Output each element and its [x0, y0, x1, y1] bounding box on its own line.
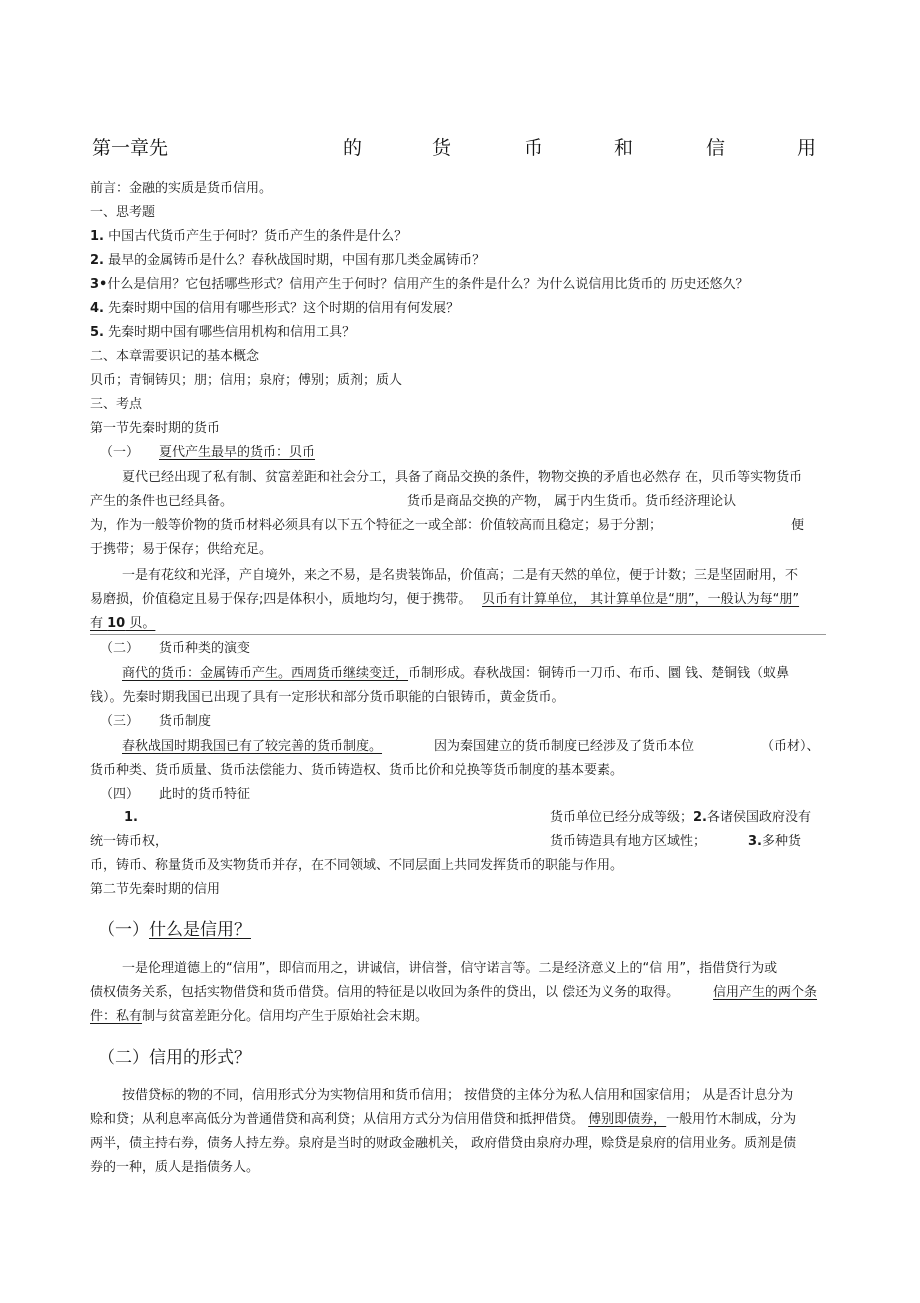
subsection-1-number: （一）: [100, 445, 140, 460]
preface: 前言：金融的实质是货币信用。: [90, 181, 273, 196]
feature-1-text: [550, 811, 811, 824]
paragraph-4-line-1c: （币材）、: [761, 739, 820, 754]
question-1-text: 中国古代货币产生于何时？货币产生的条件是什么？: [108, 229, 408, 244]
paragraph-7-line-1: 按借贷标的物的不同，信用形式分为实物信用和货币信用； 按借贷的主体分为私人信用和国家信用； 从是否计息分为: [122, 1088, 794, 1103]
paragraph-7-line-4: 券的一种，质人是指债务人。: [90, 1160, 260, 1175]
question-5-text: 先秦时期中国有哪些信用机构和信用工具？: [108, 325, 356, 340]
paragraph-2-line-2b: 贝币有计算单位， 其计算单位是“朋”，一般认为每“朋”: [482, 592, 800, 607]
paragraph-6-line-3: [90, 1010, 428, 1023]
feature-1-label: 货币单位已经分成等级；: [550, 810, 694, 825]
paragraph-2-line-3-pre: 有: [90, 616, 108, 631]
feature-2-text-end: 统一铸币权，: [90, 834, 169, 849]
paragraph-1-line-2b: 货币是商品交换的产物， 属于内生货币。货币经济理论认: [407, 494, 737, 509]
paragraph-2-line-3: [90, 617, 155, 630]
section-2-heading: 二、本章需要识记的基本概念: [90, 349, 260, 364]
section-3-heading: 三、考点: [90, 397, 143, 412]
paragraph-4-underlined: 春秋战国时期我国已有了较完善的货币制度。: [122, 739, 383, 754]
paragraph-3-underlined-2: 西周货币继续变迁，: [291, 666, 409, 681]
paragraph-6-line-1: 一是伦理道德上的“信用”，即信而用之，讲诚信，讲信誉，信守诺言等。二是经济意义上的“信 用”，指借贷行为或: [122, 961, 778, 976]
paragraph-2-line-3-post: 贝。: [125, 616, 156, 631]
subsection-2-number: （二）: [100, 641, 140, 656]
paragraph-3-rest: 币制形成。春秋战国：铜铸币一刀币、布币、圜 钱、楚铜钱（蚁鼻: [408, 666, 790, 681]
paragraph-4-line-1b: 因为秦国建立的货币制度已经涉及了货币本位: [434, 739, 695, 754]
paragraph-3-line-2: 钱）。先秦时期我国已出现了具有一定形状和部分货币职能的白银铸币，黄金货币。: [90, 690, 565, 705]
paragraph-2-line-1: 一是有花纹和光泽，产自境外，来之不易，是名贵装饰品，价值高；二是有天然的单位，便于计数；三是坚固耐用，不: [122, 568, 799, 583]
paragraph-7-underlined: 傅别即债券，: [588, 1112, 667, 1127]
question-4-text: 先秦时期中国的信用有哪些形式？这个时期的信用有何发展？: [108, 301, 460, 316]
paragraph-1-line-4: 于携带；易于保存；供给充足。: [90, 542, 273, 557]
question-3-text: 什么是信用？它包括哪些形式？信用产生于何时？信用产生的条件是什么？为什么说信用比货币的 历史还悠久？: [107, 277, 749, 292]
subsection-4-number: （四）: [100, 787, 140, 802]
credit-heading-1-text: 什么是信用？: [149, 920, 251, 940]
paragraph-1-line-2a: 产生的条件也已经具备。: [90, 494, 234, 509]
subsection-4-title: 此时的货币特征: [159, 787, 251, 802]
paragraph-1-line-1: 夏代已经出现了私有制、贫富差距和社会分工，具备了商品交换的条件，物物交换的矛盾也必然存 在，贝币等实物货币: [122, 470, 803, 485]
feature-2-text-start: 各诸侯国政府没有: [707, 810, 812, 825]
section-1-heading: 一、思考题: [90, 205, 156, 220]
paragraph-6-underlined: 件：私有: [90, 1009, 143, 1024]
subsection-1-title: 夏代产生最早的货币：贝币: [159, 445, 316, 460]
paragraph-1-line-3a: 为，作为一般等价物的货币材料必须具有以下五个特征之一或全部：价值较高而且稳定；易于分割；: [90, 518, 663, 533]
paragraph-2-line-2a: 易磨损，价值稳定且易于保存;四是体积小，质地均匀，便于携带。: [90, 592, 472, 607]
paragraph-2-line-3-num: 10: [107, 616, 126, 631]
feature-1-number: 1.: [124, 810, 138, 825]
paragraph-6-line-2b: 信用产生的两个条: [713, 985, 818, 1000]
question-2: [90, 254, 485, 267]
subsection-3-title: 货币制度: [159, 714, 212, 729]
feature-2-detail: 货币铸造具有地方区域性；: [550, 834, 707, 849]
paragraph-6-rest: 制与贫富差距分化。信用均产生于原始社会末期。: [142, 1009, 429, 1024]
part-2-title: 第二节先秦时期的信用: [90, 882, 221, 897]
feature-3-text-start: 多种货: [761, 834, 801, 849]
paragraph-7-line-2-text: 赊和贷；从利息率高低分为普通借贷和高利贷；从信用方式分为信用借贷和抵押借贷。: [90, 1112, 585, 1127]
paragraph-6-line-2a: 债权债务关系，包括实物借贷和货币借贷。信用的特征是以收回为条件的贷出，以 偿还为义务的取得。: [90, 985, 680, 1000]
title-part-6: 信: [706, 137, 726, 159]
paragraph-7-line-2: [90, 1113, 796, 1126]
question-4-number: 4.: [90, 301, 104, 316]
paragraph-7-line-3: 两半，债主持右券，债务人持左券。泉府是当时的财政金融机关， 政府借贷由泉府办理，赊贷是泉府的信用业务。质剂是债: [90, 1136, 797, 1151]
concepts-list: 贝币；青铜铸贝；朋；信用；泉府；傅别；质剂；质人: [90, 373, 403, 388]
title-part-1: 第一章先: [92, 137, 169, 159]
title-part-3: 货: [432, 137, 452, 159]
credit-heading-2: （二）信用的形式？: [98, 1048, 251, 1068]
paragraph-3-underlined-1: 商代的货币：金属铸币产生。: [122, 666, 292, 681]
question-1: [90, 230, 407, 243]
question-4: [90, 302, 459, 315]
part-1-title: 第一节先秦时期的货币: [90, 421, 221, 436]
title-part-4: 币: [524, 137, 544, 159]
question-3-number: 3•: [90, 277, 108, 292]
question-2-number: 2.: [90, 253, 104, 268]
feature-3-text: 币，铸币、称量货币及实物货币并存，在不同领域、不同层面上共同发挥货币的职能与作用。: [90, 858, 624, 873]
question-3: [90, 278, 749, 291]
paragraph-7-line-2-rest: 一般用竹木制成，分为: [666, 1112, 797, 1127]
subsection-2-title: 货币种类的演变: [159, 641, 251, 656]
title-part-7: 用: [797, 137, 817, 159]
feature-2-number: 2.: [693, 810, 707, 825]
credit-heading-1: [98, 922, 251, 939]
feature-3-number: 3.: [748, 834, 762, 849]
feature-3-start: [748, 835, 801, 848]
title-part-2: 的: [343, 137, 363, 159]
paragraph-1-line-3b: 便: [791, 518, 805, 533]
paragraph-3-line-1: [122, 667, 789, 680]
question-5-number: 5.: [90, 325, 104, 340]
question-2-text: 最早的金属铸币是什么？春秋战国时期，中国有那几类金属铸币？: [108, 253, 486, 268]
credit-heading-1-paren: （一）: [98, 920, 149, 940]
subsection-3-number: （三）: [100, 714, 140, 729]
question-1-number: 1.: [90, 229, 104, 244]
paragraph-4-line-2: 货币种类、货币质量、货币法偿能力、货币铸造权、货币比价和兑换等货币制度的基本要素。: [90, 763, 624, 778]
question-5: [90, 326, 355, 339]
title-part-5: 和: [614, 137, 634, 159]
divider-line: [90, 634, 826, 635]
